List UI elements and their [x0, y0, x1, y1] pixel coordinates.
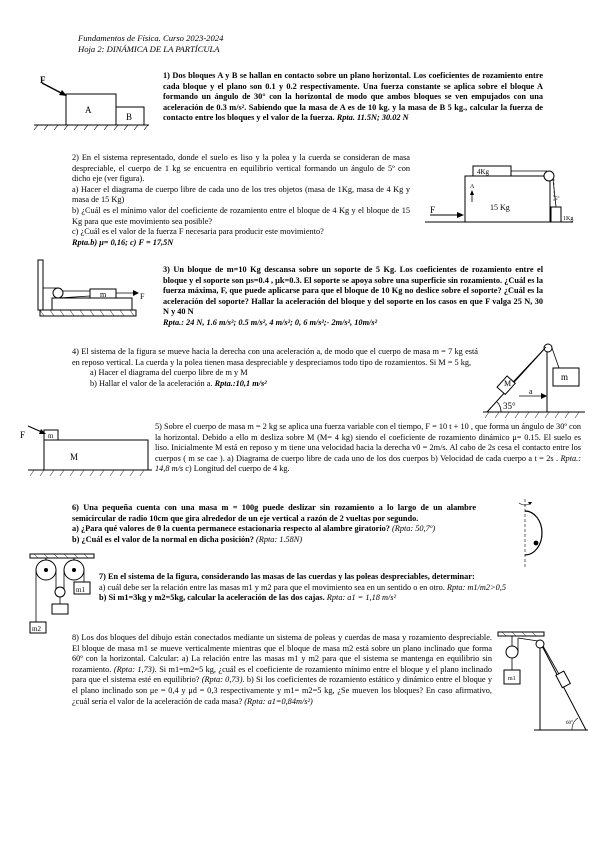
answer-c: (Rpta: a1=0,84m/s²) — [244, 696, 313, 706]
label-m1: m1 — [76, 586, 85, 594]
problem-number: 6) — [72, 503, 79, 512]
sheet-title: Hoja 2: DINÁMICA DE LA PARTÍCULA — [78, 43, 220, 54]
part-a: a) Hacer el diagrama de cuerpo libre de cada uno de los tres objetos (masa de 1Kg, masa de 4 Kg y masa de 15 Kg) — [72, 184, 410, 205]
semicircular-wire — [525, 511, 542, 555]
problem-intro: Una pequeña cuenta con una masa m = 100g puede deslizar sin rozamiento a lo largo de un alambre semicircular de radio 10cm que gira alrededor de un eje vertical a razón de 2 vueltas por segundo. — [72, 503, 477, 523]
label-angle: 60° — [566, 721, 573, 726]
page-header — [78, 33, 223, 54]
small-label: m — [48, 432, 54, 440]
answer: Rpta.: 14,8 m/s — [155, 453, 581, 474]
problem-number: 3) — [163, 265, 170, 274]
force-label: F — [20, 430, 26, 440]
problem-text: Un bloque de m=10 Kg descansa sobre un soporte de 5 Kg. Los coeficientes de rozamiento entre el bloque y el soporte son μs=0.4 , μk=0.3. El soporte se apoya sobre una superficie sin rozamiento. ¿Cuál es la fuerza máxima, F, que puede aplicarse para que el bloque de 10 Kg no deslice sobre el soporte? ¿Cuál es la aceleración del soporte? Hallar la aceleración del bloque y del soporte en los casos en que F valga 25 N, 30 N y 40 N — [163, 265, 543, 317]
pulley — [53, 288, 63, 298]
problem-number: 5) — [155, 422, 162, 431]
pulley-movable — [55, 587, 65, 597]
problem-8 — [72, 633, 492, 707]
figure-problem-7 — [28, 552, 98, 634]
label-m1: m1 — [508, 676, 516, 682]
answer: Rpta.:10,1 m/s² — [214, 378, 267, 388]
answer-a: (Rpta: 1,73). — [113, 664, 157, 674]
problem-number: 2) — [72, 153, 79, 162]
label-accel: a — [529, 387, 533, 396]
force-label: F — [40, 75, 46, 85]
label-1kg: 1Kg — [563, 216, 574, 222]
problem-text-3: b) Si los coeficientes de rozamiento estático y dinámico entre el bloque y el plano inclinado son μe = 0,4 y μd = 0,3 respectivamente y m1= m2=5 kg, ¿Se mueven los bloques? En caso afirmativo, ¿cuál sería el valor de la aceleración de cada masa? — [72, 675, 493, 706]
label-4kg: 4Kg — [477, 168, 490, 176]
problem-number: 8) — [72, 633, 79, 642]
figure-problem-1 — [34, 72, 154, 132]
answer: Rpta. 11.5N; 30.02 N — [336, 113, 409, 123]
block-15kg — [465, 176, 550, 222]
part-b: b) ¿Cuál es el mínimo valor del coeficiente de rozamiento entre el bloque de 4 Kg y el bloque de 15 Kg para que este movimiento sea posible? — [72, 205, 410, 226]
label-big-m: M — [504, 379, 512, 388]
problem-number: 4) — [72, 347, 79, 356]
part-b: b) ¿Cuál es el valor de la normal en dicha posición? — [72, 534, 254, 544]
label-m2: m2 — [32, 625, 41, 633]
answer-a: (Rpta: 50,7º) — [392, 524, 436, 534]
figure-problem-8 — [494, 630, 590, 735]
answer-a: Rpta: m1/m2>0,5 — [446, 582, 506, 592]
label-angle: 35° — [503, 401, 516, 411]
problem-1 — [163, 71, 543, 124]
answer-b: Rpta: a1 = 1,18 m/s² — [326, 593, 396, 603]
pulley — [544, 171, 554, 181]
support-block — [52, 298, 132, 310]
part-a: a) ¿Para qué valores de θ la cuenta permanece estacionaria respecto al alambre giratorio? — [72, 524, 390, 534]
problem-4 — [72, 347, 478, 389]
problem-text: Sobre el cuerpo de masa m = 2 kg se aplica una fuerza variable con el tiempo, F = 10 t + 10 , que forma un ángulo de 30º con la horizontal. Debido a ello m desliza sobre M (M= 4 kg) siendo el coeficiente de rozamiento dinámico μ= 0.15. El suelo es liso. Inicialmente M está en reposo y m tiene una velocidad hacia la derecha v0 = 2m/s. Al cabo de 2s cesa el contacto entre los cuerpos ( m se cae ). a) Diagrama de cuerpo libre de cada uno de los dos cuerpos b) Velocidad de cada cuerpo a t = 2s . — [155, 422, 581, 463]
block-b-label: B — [126, 112, 133, 122]
label-small-m: m — [561, 372, 569, 382]
block-1kg — [551, 207, 561, 222]
answer-b: (Rpta: 1.58N) — [256, 534, 303, 544]
label-angle: 5° — [555, 197, 560, 202]
label-15kg: 15 Kg — [490, 203, 510, 212]
problem-7 — [99, 572, 549, 604]
answer-b: (Rpta: 0,73). — [201, 675, 245, 685]
problem-number: 1) — [163, 71, 170, 80]
part-a: a) cuál debe ser la relación entre las masas m1 y m2 para que el movimiento sea en un sentido o en otro. — [99, 582, 445, 592]
answer: Rpta.: 24 N, 1.6 m/s²; 0.5 m/s², 4 m/s²; 0, 6 m/s²;- 2m/s², 10m/s² — [163, 317, 378, 327]
block-a-label: A — [85, 105, 92, 115]
part-b: b) Si m1=3kg y m2=5kg, calcular la aceleración de las dos cajas. — [99, 593, 325, 603]
problem-intro: En el sistema representado, donde el suelo es liso y la polea y la cuerda se consideran de masa despreciable, el cuerpo de 1 kg se encuentra en equilibrio vertical formando un ángulo de 5º con dicho eje (ver figura). — [72, 153, 410, 184]
bead — [534, 541, 539, 546]
problem-tail: c) Longitud del cuerpo de 4 kg. — [185, 464, 290, 474]
problem-intro: En el sistema de la figura, considerando las masas de las cuerdas y las poleas despreciables, determinar: — [108, 572, 475, 581]
problem-3 — [163, 265, 543, 329]
part-c: c) ¿Cuál es el valor de la fuerza F necesaria para producir este movimiento? — [72, 227, 324, 237]
problem-intro: El sistema de la figura se mueve hacia la derecha con una aceleración a, de modo que el cuerpo de masa m = 7 kg está en reposo vertical. La cuerda y la polea tienen masa despreciable y despreciamos todo tipo de rozamientos. Si M = 5 kg, — [72, 347, 478, 367]
figure-problem-5 — [14, 420, 154, 478]
big-label: M — [70, 452, 79, 462]
label-a: A — [470, 184, 475, 190]
figure-problem-6 — [505, 497, 545, 569]
problem-number: 7) — [99, 572, 106, 581]
part-a: a) Hacer el diagrama del cuerpo libre de m y M — [90, 368, 248, 378]
problem-text: Los dos bloques del dibujo están conectados mediante un sistema de poleas y cuerdas de masa y rozamiento despreciable. El bloque de masa m1 se mueve verticalmente mientras que el bloque de masa m2 está sobre un plano inclinado que forma 60º con la horizontal. Calcular: a) La relación entre las masas m1 y m2 para que el sistema se mantenga en equilibrio sin rozamiento. — [72, 633, 492, 674]
pulley-left — [506, 646, 518, 658]
problem-5 — [155, 422, 581, 475]
figure-problem-3 — [36, 258, 156, 320]
mass-label: m — [100, 290, 107, 299]
part-b: b) Hallar el valor de la aceleración a. — [90, 378, 213, 388]
problem-text-2: Si m1=m2=5 kg, ¿cuál es el coeficiente de rozamiento mínimo entre el bloque y el plano inclinado para que el sistema esté en equilibrio? — [72, 664, 492, 685]
block-big — [44, 440, 148, 470]
problem-2 — [72, 153, 410, 248]
label-force: F — [430, 205, 436, 215]
figure-problem-2 — [425, 152, 575, 232]
answer: Rpta.b) μ= 0,16; c) F = 17,5N — [72, 237, 174, 247]
figure-problem-4 — [475, 332, 590, 420]
problem-6 — [72, 503, 476, 545]
problem-text: Dos bloques A y B se hallan en contacto sobre un plano horizontal. Los coeficientes de rozamiento entre cada bloque y el plano son 0.1 y 0.2 respectivamente. Una fuerza constante se aplica sobre el bloque A formando un ángulo de 30° con la horizontal de modo que ambos bloques se ven empujados con una aceleración de 0.3 m/s². Sabiendo que la masa de A es de 10 kg. y la masa de B 5 kg., calcular la fuerza de contacto entre los bloques y el valor de la fuerza. — [163, 71, 543, 123]
course-title: Fundamentos de Física. Curso 2023-2024 — [78, 33, 224, 43]
force-label: F — [140, 292, 145, 301]
